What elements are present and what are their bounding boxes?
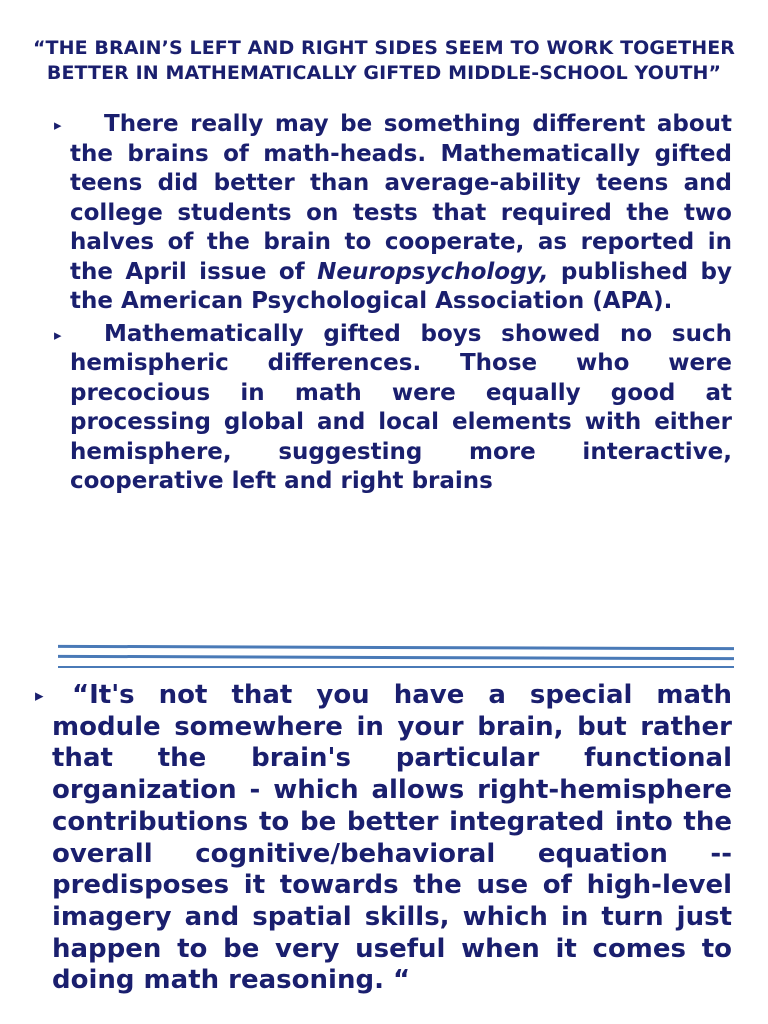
quote-text: “It's not that you have a special math module somewhere in your brain, but rather that the brain's particular functional organization - which allows right-hemisphere contributions to be better integrated into the overall cognitive/behavioral equation -- predisposes it towards the use of high-level imagery and spatial skills, which in turn just happen to be very useful when it comes to doing math reasoning. “ [52,680,732,996]
bullet-text-continued: published by the American Psychological Association (APA). [70,258,732,314]
divider-line [58,666,734,668]
bullet-arrow-icon: ▸ [54,325,62,344]
divider-line [58,655,734,660]
divider-line [58,645,734,650]
quote-item [0,680,768,997]
bullet-list [0,110,768,497]
bullet-arrow-icon: ▸ [35,686,44,706]
quote-block [0,680,768,997]
bullet-item-gifted-boys [0,320,768,497]
journal-name: Neuropsychology, [317,258,549,285]
bullet-arrow-icon: ▸ [54,116,62,134]
bullet-item-math-heads [0,110,768,317]
page-title: “THE BRAIN’S LEFT AND RIGHT SIDES SEEM TO WORK TOGETHER BETTER IN MATHEMATICALLY GIFTED MIDDLE-SCHOOL YOUTH” [32,37,736,84]
bullet-text: There really may be something different about the brains of math-heads. Mathematically gifted teens did better than average-ability teens and college students on tests that required the two halves of the brain to cooperate, as reported in the April issue of [70,111,732,285]
bullet-text: Mathematically gifted boys showed no such hemispheric differences. Those who were precocious in math were equally good at processing global and local elements with either hemisphere, suggesting more interactive, cooperative left and right brains [70,320,732,494]
